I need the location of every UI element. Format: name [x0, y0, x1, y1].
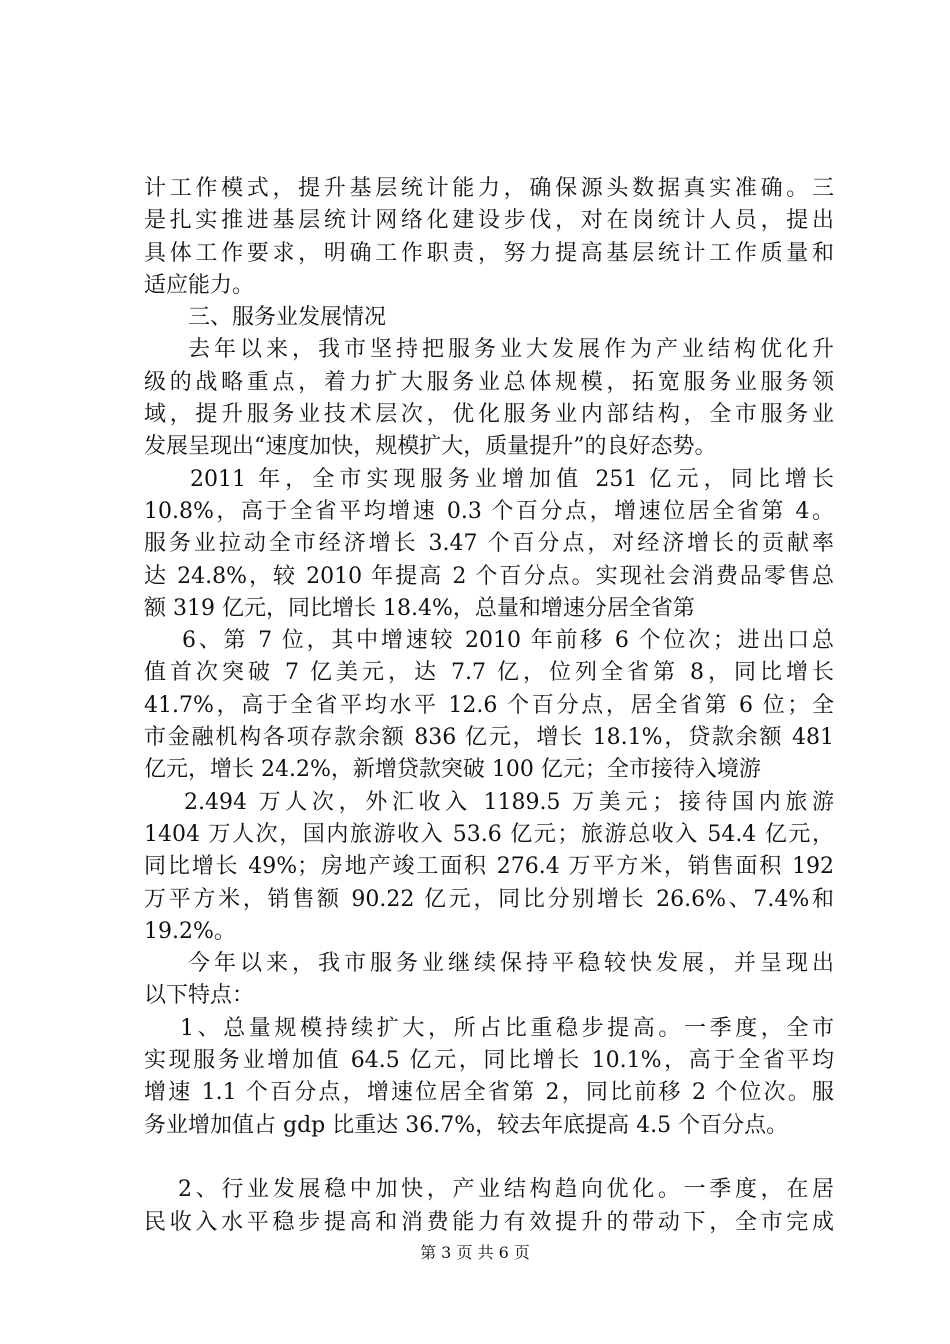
text-line: 19.2%。: [144, 918, 236, 944]
text-line: 2011 年，全市实现服务业增加值 251 亿元，同比增长: [190, 466, 834, 492]
text-line: 是扎实推进基层统计网络化建设步伐，对在岗统计人员，提出: [144, 208, 834, 234]
text-line: 发展呈现出“速度加快，规模扩大，质量提升”的良好态势。: [144, 434, 717, 460]
text-line: 值首次突破 7 亿美元，达 7.7 亿，位列全省第 8，同比增长: [144, 660, 834, 686]
text-line: 务业增加值占 gdp 比重达 36.7%，较去年底提高 4.5 个百分点。: [144, 1112, 789, 1138]
text-line: 亿元，增长 24.2%，新增贷款突破 100 亿元；全市接待入境游: [144, 757, 761, 783]
page-number-footer: 第 3 页 共 6 页: [420, 1243, 530, 1262]
text-line: 10.8%，高于全省平均增速 0.3 个百分点，增速位居全省第 4。: [144, 498, 834, 524]
text-line: 2.494 万人次，外汇收入 1189.5 万美元；接待国内旅游: [184, 789, 834, 815]
section-heading: 三、服务业发展情况: [188, 305, 387, 331]
text-line: 实现服务业增加值 64.5 亿元，同比增长 10.1%，高于全省平均: [144, 1048, 834, 1074]
text-line: 服务业拉动全市经济增长 3.47 个百分点，对经济增长的贡献率: [144, 531, 834, 557]
text-line: 达 24.8%，较 2010 年提高 2 个百分点。实现社会消费品零售总: [144, 563, 834, 589]
text-line: 市金融机构各项存款余额 836 亿元，增长 18.1%，贷款余额 481: [144, 725, 834, 751]
text-line: 去年以来，我市坚持把服务业大发展作为产业结构优化升: [188, 337, 834, 363]
text-line: 2、行业发展稳中加快，产业结构趋向优化。一季度，在居: [178, 1177, 834, 1203]
text-line: 同比增长 49%；房地产竣工面积 276.4 万平方米，销售面积 192: [144, 854, 834, 880]
text-line: 1、总量规模持续扩大，所占比重稳步提高。一季度，全市: [180, 1015, 834, 1041]
text-line: 级的战略重点，着力扩大服务业总体规模，拓宽服务业服务领: [144, 369, 834, 395]
text-line: 额 319 亿元，同比增长 18.4%，总量和增速分居全省第: [144, 595, 695, 621]
text-line: 41.7%，高于全省平均水平 12.6 个百分点，居全省第 6 位；全: [144, 692, 834, 718]
text-line: 域，提升服务业技术层次，优化服务业内部结构，全市服务业: [144, 402, 834, 428]
text-line: 万平方米，销售额 90.22 亿元，同比分别增长 26.6%、7.4%和: [144, 886, 834, 912]
document-body: [144, 173, 834, 1239]
text-line: 1404 万人次，国内旅游收入 53.6 亿元；旅游总收入 54.4 亿元，: [144, 821, 834, 847]
text-line: 民收入水平稳步提高和消费能力有效提升的带动下，全市完成: [144, 1209, 834, 1235]
text-line: 今年以来，我市服务业继续保持平稳较快发展，并呈现出: [188, 951, 834, 977]
text-line: 计工作模式，提升基层统计能力，确保源头数据真实准确。三: [144, 176, 834, 201]
text-line: 具体工作要求，明确工作职责，努力提高基层统计工作质量和: [144, 240, 834, 266]
text-line: 以下特点：: [144, 983, 255, 1009]
text-line: 6、第 7 位，其中增速较 2010 年前移 6 个位次；进出口总: [182, 628, 834, 654]
text-line: 适应能力。: [144, 272, 255, 298]
text-line: 增速 1.1 个百分点，增速位居全省第 2，同比前移 2 个位次。服: [144, 1080, 834, 1106]
paragraph-gap: [144, 1142, 834, 1174]
